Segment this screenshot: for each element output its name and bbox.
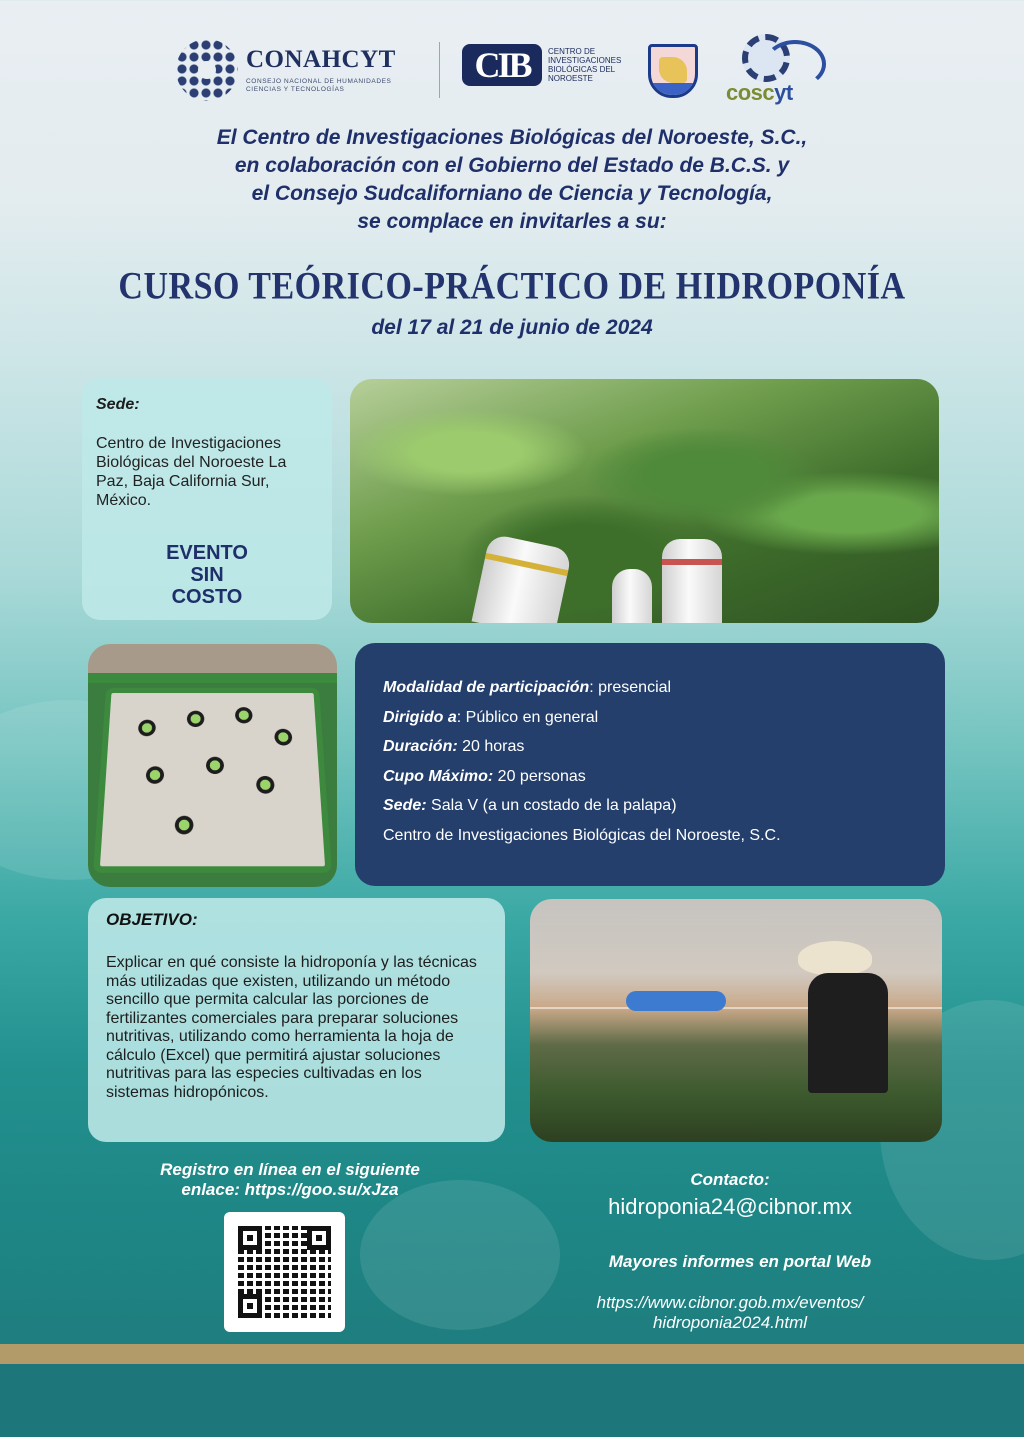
course-details-card xyxy=(355,643,945,886)
conahcyt-emblem-icon xyxy=(176,39,238,101)
photo-greenhouse-worker xyxy=(530,899,942,1142)
cib-text: CENTRO DE INVESTIGACIONES BIOLÓGICAS DEL NOROESTE xyxy=(548,47,622,83)
intro-line: el Consejo Sudcaliforniano de Ciencia y Tecnología, xyxy=(251,182,773,205)
photo-seedling-tray xyxy=(88,644,337,887)
detail-duration: Duración: 20 horas xyxy=(383,738,525,755)
conahcyt-subtitle: CONSEJO NACIONAL DE HUMANIDADES CIENCIAS Y TECNOLOGÍAS xyxy=(246,78,392,93)
logo-divider xyxy=(439,42,440,98)
cib-logo xyxy=(462,44,628,86)
qr-code-icon xyxy=(238,1226,331,1318)
logo-header xyxy=(176,34,836,110)
contact-label: Contacto: xyxy=(690,1170,770,1189)
coscyt-wordmark: coscyt xyxy=(726,80,793,105)
more-info-label: Mayores informes en portal Web xyxy=(608,1252,872,1271)
intro-line: El Centro de Investigaciones Biológicas del Noroeste, S.C., xyxy=(216,126,808,149)
contact-email-link[interactable]: hidroponia24@cibnor.mx xyxy=(608,1194,852,1219)
bcs-shield-icon xyxy=(648,44,698,98)
objective-card xyxy=(88,898,505,1142)
photo-lettuce-hydroponics xyxy=(350,379,939,623)
objective-text: Explicar en qué consiste la hidroponía y las técnicas más utilizadas que existen, utilizando un método sencillo que permita calcular las porciones de fertilizantes comerciales para preparar soluciones nutritivas, utilizando como herramienta la hoja de cálculo (Excel) que permitirá ajustar soluciones nutritivas para las especies cultivadas en los sistemas hidropónicos. xyxy=(106,954,477,1101)
detail-capacity: Cupo Máximo: 20 personas xyxy=(383,767,586,785)
background-leaf xyxy=(360,1180,560,1330)
objective-label: OBJETIVO: xyxy=(106,910,198,929)
detail-venue: Sede: Sala V (a un costado de la palapa) xyxy=(383,797,677,814)
coscyt-logo xyxy=(724,34,834,110)
conahcyt-name: CONAHCYT xyxy=(246,46,396,73)
intro-text xyxy=(100,124,924,236)
venue-label: Sede: xyxy=(96,396,140,413)
registration-text: Registro en línea en el siguiente enlace: https://goo.su/xJza xyxy=(120,1160,460,1200)
detail-audience: Dirigido a: Público en general xyxy=(383,708,599,726)
detail-modality: Modalidad de participación: presencial xyxy=(383,679,672,696)
intro-line: en colaboración con el Gobierno del Estado de B.C.S. y xyxy=(234,154,790,177)
cib-mark: CIB xyxy=(462,44,542,86)
free-event-badge: EVENTO SIN COSTO xyxy=(166,542,248,608)
venue-address: Centro de Investigaciones Biológicas del Noroeste La Paz, Baja California Sur, México. xyxy=(96,435,287,509)
registration-link[interactable]: enlace: https://goo.su/xJza xyxy=(181,1180,399,1199)
portal-url-link[interactable]: https://www.cibnor.gob.mx/eventos/ hidroponia2024.html xyxy=(596,1293,864,1332)
venue-card xyxy=(82,378,332,620)
detail-address: Centro de Investigaciones Biológicas del Noroeste, S.C. xyxy=(383,826,781,844)
intro-line: se complace en invitarles a su: xyxy=(357,210,667,233)
footer-band xyxy=(0,1364,1024,1437)
footer-gold-bar xyxy=(0,1344,1024,1364)
course-dates: del 17 al 21 de junio de 2024 xyxy=(371,316,653,339)
qr-code[interactable] xyxy=(224,1212,345,1332)
conahcyt-logo xyxy=(176,38,396,102)
course-title: CURSO TEÓRICO-PRÁCTICO DE HIDROPONÍA xyxy=(118,265,906,308)
